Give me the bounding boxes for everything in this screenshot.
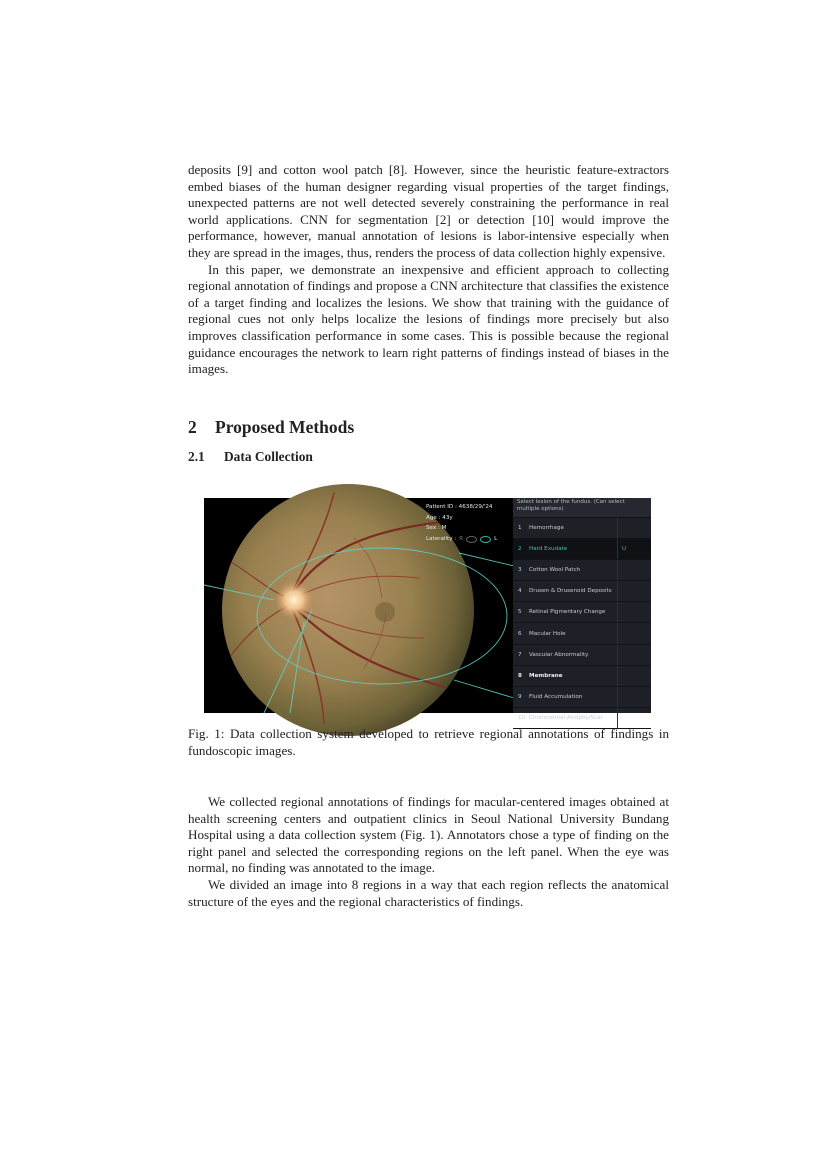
section-number: 2 — [188, 417, 197, 437]
finding-mark[interactable] — [617, 645, 651, 665]
paragraph-regions: We divided an image into 8 regions in a way that each region reflects the anatomical structure of the eyes and the regional characteristics of findings. — [188, 876, 669, 909]
finding-label: Cotton Wool Patch — [529, 567, 581, 574]
finding-panel — [513, 498, 651, 721]
finding-item[interactable] — [513, 581, 651, 602]
finding-item[interactable] — [513, 560, 651, 581]
paragraph-intro-continued: deposits [9] and cotton wool patch [8]. However, since the heuristic feature-extractors embed biases of the human designer regarding visual properties of the target findings, unexpected patterns are not well detected severely constraining the performance in real world applications. CNN for segmentation [2] or detection [10] would improve the performance, however, manual annotation of lesions is labor-intensive especially when they are spread in the images, thus, renders the process of data collection highly expensive. — [188, 162, 669, 260]
finding-number: 10 — [518, 714, 526, 721]
finding-label: Macular Hole — [529, 630, 566, 637]
finding-number: 1 — [518, 525, 522, 532]
eye-left-icon[interactable] — [480, 536, 491, 543]
finding-label: Drusen & Drusenoid Deposits — [529, 588, 612, 595]
patient-age: Age : 43y — [426, 514, 453, 521]
figure-caption: Fig. 1: Data collection system developed to retrieve regional annotations of findings in fundoscopic images. — [188, 726, 669, 758]
patient-id: Patient ID : 4638/29/'24 — [426, 504, 493, 510]
finding-mark[interactable] — [617, 666, 651, 686]
subsection-title: Data Collection — [224, 449, 313, 464]
finding-label: Hemorrhage — [529, 525, 564, 532]
finding-item[interactable] — [513, 645, 651, 666]
finding-mark[interactable]: U — [617, 539, 651, 559]
subsection-number: 2.1 — [188, 449, 205, 464]
finding-number: 7 — [518, 651, 522, 658]
finding-item[interactable] — [513, 623, 651, 644]
finding-mark[interactable] — [617, 518, 651, 538]
top-text-block — [188, 162, 669, 378]
paragraph-data-collected: We collected regional annotations of findings for macular-centered images obtained at health screening centers and outpatient clinics in Seoul National University Bundang Hospital using a data collection system (Fig. 1). Annotators chose a type of finding on the right panel and selected the corresponding regions on the left panel. When the eye was normal, no finding was annotated to the image. — [188, 794, 669, 876]
finding-number: 3 — [518, 567, 522, 574]
laterality-l-label: L — [494, 535, 498, 542]
finding-number: 2 — [518, 546, 522, 553]
finding-item[interactable] — [513, 602, 651, 623]
finding-mark[interactable] — [617, 623, 651, 643]
finding-number: 9 — [518, 693, 522, 700]
finding-item[interactable] — [513, 666, 651, 687]
panel-header: Select lesion of the fundus. (Can select multiple options) — [513, 498, 651, 518]
patient-info — [426, 502, 497, 544]
finding-label: Chorioretinal Atrophy/Scar — [529, 714, 603, 721]
finding-mark[interactable] — [617, 687, 651, 707]
finding-number: 6 — [518, 630, 522, 637]
finding-label: Retinal Pigmentary Change — [529, 609, 606, 616]
section-heading — [188, 417, 354, 438]
findings-list — [513, 518, 651, 729]
patient-sex: Sex : M — [426, 525, 447, 532]
finding-label: Vascular Abnormality — [529, 651, 589, 658]
finding-mark[interactable] — [617, 602, 651, 622]
bottom-text-block — [188, 794, 669, 910]
section-title: Proposed Methods — [215, 417, 355, 437]
finding-number: 5 — [518, 609, 522, 616]
macula — [375, 602, 395, 622]
paragraph-contribution: In this paper, we demonstrate an inexpensive and efficient approach to collecting regional annotation of findings and propose a CNN architecture that classifies the existence of a target finding and localizes the lesions. We show that training with the guidance of regional cues not only helps localize the lesions of findings more precisely but also improves classification performance in some cases. This is possible because the regional guidance encourages the network to learn right patterns of findings instead of biases in the images. — [188, 261, 669, 377]
laterality-r-label: R — [459, 535, 464, 542]
finding-number: 8 — [518, 672, 522, 679]
finding-mark[interactable] — [617, 560, 651, 580]
finding-mark[interactable] — [617, 581, 651, 601]
optic-disc — [274, 580, 314, 620]
finding-mark[interactable] — [617, 708, 651, 728]
finding-number: 4 — [518, 588, 522, 595]
laterality-label: Laterality : — [426, 535, 457, 542]
finding-item[interactable] — [513, 539, 651, 560]
subsection-heading — [188, 449, 313, 465]
laterality-row — [426, 534, 497, 545]
finding-item[interactable] — [513, 518, 651, 539]
finding-label: Hard Exudate — [529, 546, 568, 553]
finding-label: Fluid Accumulation — [529, 693, 583, 700]
finding-label: Membrane — [529, 672, 563, 679]
finding-item[interactable] — [513, 687, 651, 708]
eye-right-icon[interactable] — [466, 536, 477, 543]
figure-data-collection-system — [204, 498, 651, 721]
